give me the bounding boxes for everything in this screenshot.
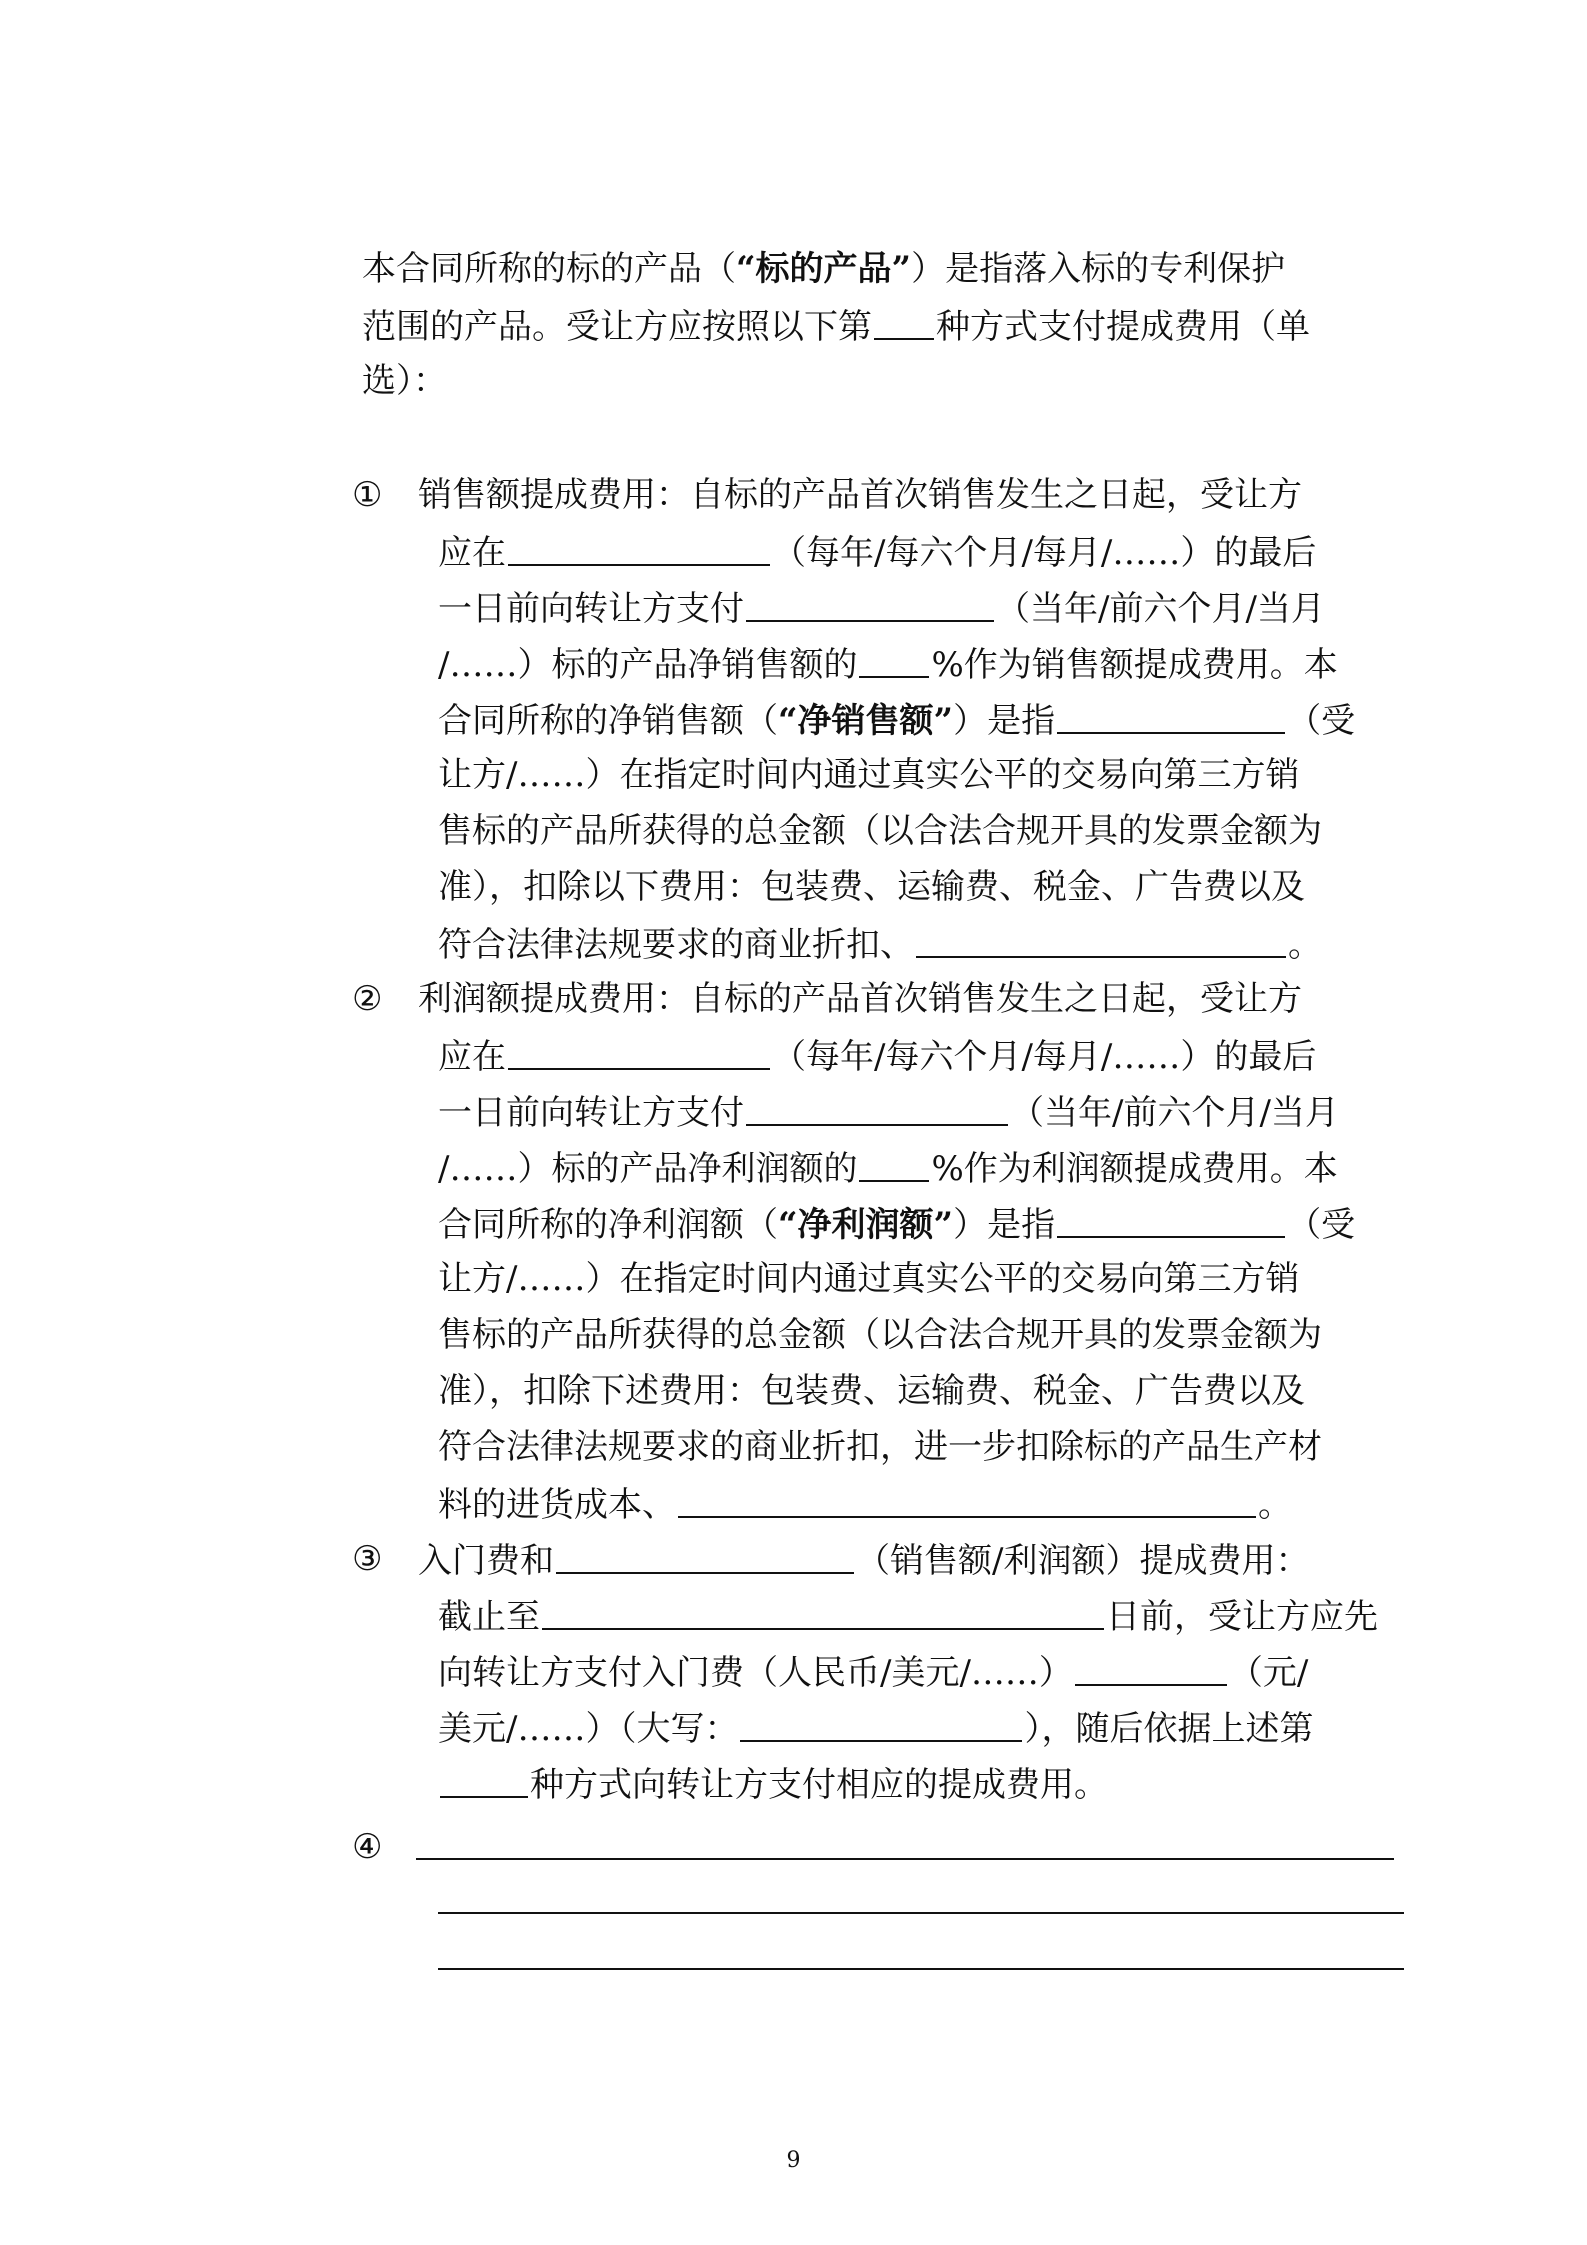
item-text: 合同所称的净利润额（ — [438, 1205, 778, 1245]
item-text: 美元/……）（大写： — [438, 1709, 739, 1749]
item-text: 符合法律法规要求的商业折扣、 — [438, 925, 914, 965]
item3-line-1 — [0, 1532, 1587, 1586]
item-text: （当年/前六个月/当月 — [1010, 1093, 1339, 1133]
item3-line-2 — [0, 1588, 1587, 1642]
blank-field[interactable] — [859, 636, 929, 678]
item2-line-2 — [0, 1028, 1587, 1082]
item-text: 应在 — [438, 1037, 506, 1077]
blank-field[interactable] — [746, 580, 994, 622]
blank-field[interactable] — [916, 916, 1286, 958]
item-text: 符合法律法规要求的商业折扣，进一步扣除标的产品生产材 — [438, 1427, 1322, 1467]
item1-line-9 — [0, 916, 1587, 970]
item-text: 料的进货成本、 — [438, 1485, 676, 1525]
item-text: 应在 — [438, 533, 506, 573]
item2-line-10 — [0, 1476, 1587, 1530]
item2-line-6 — [0, 1252, 1587, 1306]
item1-line-3 — [0, 580, 1587, 634]
item-number: ② — [352, 979, 383, 1019]
intro-line-3 — [0, 354, 1587, 408]
item-text: 让方/……）在指定时间内通过真实公平的交易向第三方销 — [438, 1259, 1300, 1299]
defined-term: “标的产品” — [736, 249, 912, 289]
intro-text: 范围的产品。受让方应按照以下第 — [362, 307, 872, 347]
item3-line-4 — [0, 1700, 1587, 1754]
item1-line-1 — [0, 468, 1587, 522]
item-text: 售标的产品所获得的总金额（以合法合规开具的发票金额为 — [438, 1315, 1322, 1355]
item-number: ④ — [352, 1827, 383, 1867]
item-text: 入门费和 — [418, 1541, 554, 1581]
intro-line-2 — [0, 298, 1587, 352]
item3-line-5 — [0, 1756, 1587, 1810]
item1-line-6 — [0, 748, 1587, 802]
item2-line-8 — [0, 1364, 1587, 1418]
item-text: 种方式向转让方支付相应的提成费用。 — [530, 1765, 1108, 1805]
intro-text: 本合同所称的标的产品（ — [362, 249, 736, 289]
item2-line-5 — [0, 1196, 1587, 1250]
item2-line-4 — [0, 1140, 1587, 1194]
item2-line-1 — [0, 972, 1587, 1026]
item-text: /……）标的产品净利润额的 — [438, 1149, 858, 1189]
item1-line-4 — [0, 636, 1587, 690]
blank-line[interactable] — [416, 1858, 1394, 1860]
item4-line-1 — [0, 1820, 1587, 1874]
blank-field[interactable] — [740, 1700, 1022, 1742]
item-text: 一日前向转让方支付 — [438, 1093, 744, 1133]
item-text: （每年/每六个月/每月/……）的最后 — [772, 533, 1317, 573]
item2-line-9 — [0, 1420, 1587, 1474]
blank-field[interactable] — [508, 1028, 770, 1070]
item-text: ），随后依据上述第 — [1024, 1709, 1314, 1749]
blank-field[interactable] — [1057, 692, 1285, 734]
blank-field[interactable] — [859, 1140, 929, 1182]
item-text: （当年/前六个月/当月 — [996, 589, 1325, 629]
item-text: /……）标的产品净销售额的 — [438, 645, 858, 685]
blank-field[interactable] — [508, 524, 770, 566]
defined-term: “净利润额” — [778, 1205, 954, 1245]
item-text: 售标的产品所获得的总金额（以合法合规开具的发票金额为 — [438, 811, 1322, 851]
item-text: 准），扣除下述费用：包装费、运输费、税金、广告费以及 — [438, 1371, 1305, 1411]
item-number: ③ — [352, 1539, 383, 1579]
item1-line-5 — [0, 692, 1587, 746]
blank-field[interactable] — [678, 1476, 1256, 1518]
blank-field[interactable] — [1075, 1644, 1227, 1686]
item1-line-7 — [0, 804, 1587, 858]
item-text: 。 — [1258, 1485, 1292, 1525]
blank-field[interactable] — [746, 1084, 1008, 1126]
item-text: 向转让方支付入门费（人民币/美元/……） — [438, 1653, 1073, 1693]
blank-field[interactable] — [440, 1756, 528, 1798]
item-text: （受 — [1287, 1205, 1356, 1245]
item-text: （销售额/利润额）提成费用： — [856, 1541, 1310, 1581]
defined-term: “净销售额” — [778, 701, 954, 741]
blank-field[interactable] — [874, 298, 934, 340]
intro-text: 种方式支付提成费用（单 — [936, 307, 1310, 347]
blank-field[interactable] — [556, 1532, 854, 1574]
blank-field[interactable] — [1057, 1196, 1285, 1238]
item1-line-8 — [0, 860, 1587, 914]
item-text: 。 — [1288, 925, 1322, 965]
item2-line-7 — [0, 1308, 1587, 1362]
item-text: %作为利润额提成费用。本 — [931, 1149, 1338, 1189]
item-text: 准），扣除以下费用：包装费、运输费、税金、广告费以及 — [438, 867, 1305, 907]
item-text: 合同所称的净销售额（ — [438, 701, 778, 741]
intro-line-1 — [0, 242, 1587, 296]
item-text: （每年/每六个月/每月/……）的最后 — [772, 1037, 1317, 1077]
page-number: 9 — [786, 2148, 801, 2173]
item-text: %作为销售额提成费用。本 — [931, 645, 1338, 685]
item-text: 销售额提成费用：自标的产品首次销售发生之日起，受让方 — [418, 475, 1302, 515]
item-text: 让方/……）在指定时间内通过真实公平的交易向第三方销 — [438, 755, 1300, 795]
intro-text: 选）： — [362, 361, 447, 401]
item-text: ）是指 — [953, 1205, 1056, 1245]
intro-text: ）是指落入标的专利保护 — [911, 249, 1286, 289]
item3-line-3 — [0, 1644, 1587, 1698]
item-text: （元/ — [1228, 1653, 1309, 1693]
item-text: 日前，受让方应先 — [1106, 1597, 1378, 1637]
item-text: 截止至 — [438, 1597, 540, 1637]
item2-line-3 — [0, 1084, 1587, 1138]
item-text: ）是指 — [953, 701, 1056, 741]
item1-line-2 — [0, 524, 1587, 578]
item-text: 利润额提成费用：自标的产品首次销售发生之日起，受让方 — [418, 979, 1302, 1019]
blank-line[interactable] — [438, 1968, 1404, 1970]
item-number: ① — [352, 475, 383, 515]
blank-field[interactable] — [542, 1588, 1104, 1630]
item-text: 一日前向转让方支付 — [438, 589, 744, 629]
item-text: （受 — [1287, 701, 1356, 741]
blank-line[interactable] — [438, 1912, 1404, 1914]
